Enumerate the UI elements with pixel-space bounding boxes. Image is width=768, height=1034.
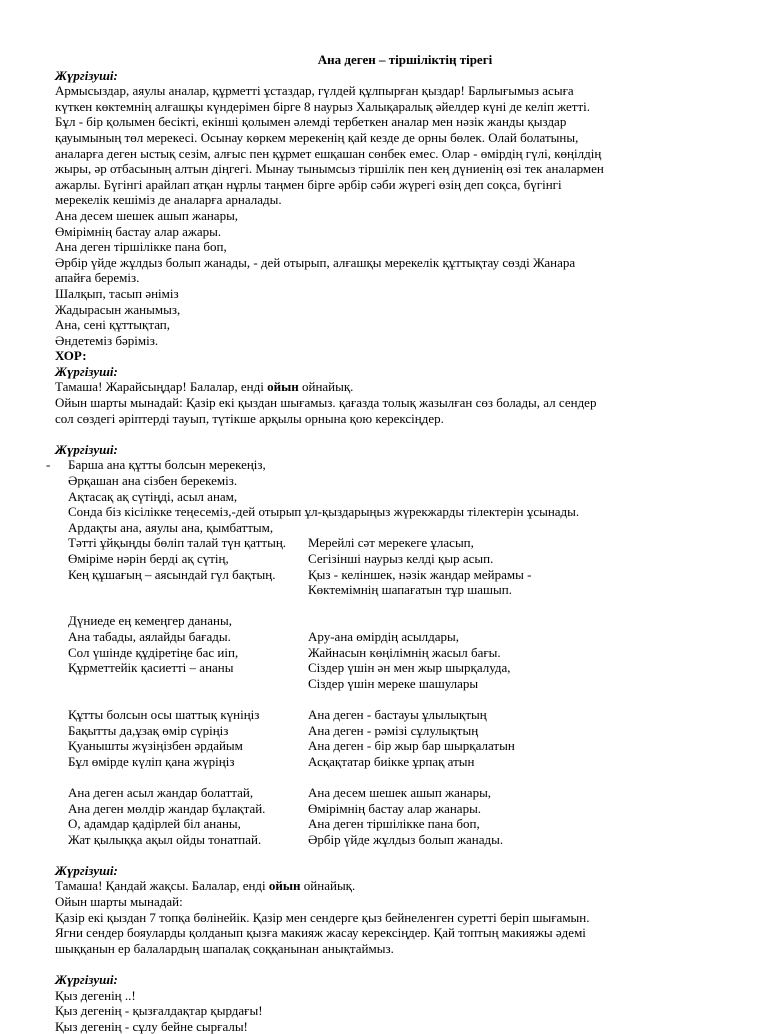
- game-rules: [55, 395, 715, 426]
- text-line: Ана, сені құттықтап,: [55, 317, 171, 333]
- poem-line-left: Өміріме нәрін берді ақ сүтің,: [68, 551, 229, 566]
- text-line: жыры, әр отбасының алтын діңгегі. Мынау тынымсыз тіршілік пен кең дүниенің өзі тек аналармен: [55, 161, 604, 177]
- poem-line-right: Сегізінші наурыз келді қыр асып.: [308, 551, 494, 566]
- poem-line-right: Көктемімнің шапағатын тұр шашып.: [308, 582, 512, 598]
- game-word: ойын: [267, 379, 299, 395]
- poem-row: [68, 723, 715, 739]
- poem-line-right: Жайнасын көңілімнің жасыл бағы.: [308, 644, 501, 660]
- text-line: Әндетеміз бәріміз.: [55, 332, 159, 348]
- text-line: шыққанын ер балалардың шапалақ соққанынан анықтаймыз.: [55, 940, 394, 956]
- poem-line-left: Ана деген мөлдір жандар бұлақтай.: [68, 800, 266, 816]
- choir-label: ХОР:: [55, 348, 87, 364]
- poem-row: [68, 582, 715, 598]
- text-line: Барша ана құтты болсын мерекеңіз,: [68, 457, 266, 473]
- poem-line-left: Сол үшінде құдіретіңе бас иіп,: [68, 644, 239, 660]
- poem-stanza: [68, 707, 715, 769]
- text-line: Жадырасын жанымыз,: [55, 301, 181, 317]
- document-title: Ана деген – тіршіліктің тірегі: [317, 52, 493, 67]
- poem-line-left: [68, 582, 308, 598]
- host-label: Жүргізуші:: [55, 363, 118, 379]
- text-line: мерекелік кешіміз де аналарға арналады.: [55, 192, 282, 208]
- poem-stanza: [68, 785, 715, 847]
- text-line: Қыз дегенің ..!: [55, 987, 136, 1003]
- poem-line-right: Ана десем шешек ашып жанары,: [308, 784, 492, 800]
- game-word: ойын: [268, 878, 301, 894]
- poem-row: [68, 676, 715, 692]
- text-line: Өмірімнің бастау алар ажары.: [55, 223, 222, 239]
- game-announcement: [55, 878, 715, 894]
- poem-line-right: Сіздер үшін мереке шашулары: [308, 675, 479, 691]
- text-line: Әрбір үйде жұлдыз болып жанады, - дей отырып, алғашқы мерекелік құттықтау сөзді Жанара: [55, 254, 576, 270]
- text-line: Ойын шарты мынадай: Қазір екі қыздан шығамыз. қағазда толық жазылған сөз болады, ал сендер: [55, 395, 597, 411]
- text-line: Ана десем шешек ашып жанары,: [55, 207, 239, 223]
- poem-line-left: Бақытты да,ұзақ өмір сүріңіз: [68, 722, 229, 738]
- text-line: Шалқып, тасып әніміз: [55, 285, 179, 301]
- document-page: [46, 52, 715, 1034]
- poem-line-left: Құрметтейік қасиетті – ананы: [68, 660, 234, 676]
- poem-line-right: Әрбір үйде жұлдыз болып жанады.: [308, 831, 504, 847]
- poem-row: [68, 785, 715, 801]
- poem-row: [68, 613, 715, 629]
- poem-row: [68, 816, 715, 832]
- poem-row: [68, 738, 715, 754]
- poem-row: [68, 645, 715, 661]
- text-line: күткен көктемнің алғашқы күндерімен бірге 8 наурыз Халықаралық әйелдер күні де келіп жетті.: [55, 98, 590, 114]
- poem-row: [68, 660, 715, 676]
- poem-row: [68, 832, 715, 848]
- poem-row: [68, 551, 715, 567]
- outro-section: [55, 988, 715, 1034]
- game-rules: [55, 894, 715, 956]
- text-line: апайға береміз.: [55, 270, 140, 286]
- text-line: сол сөздегі әріптерді тауып, түтікше арқылы орнына қою керексіңдер.: [55, 410, 444, 426]
- poem-row: [68, 754, 715, 770]
- poem-row: [68, 535, 715, 551]
- text-line: Қыз дегенің - қызғалдақтар қырдағы!: [55, 1003, 263, 1019]
- text-line: Бұл - бір қолымен бесікті, екінші қолымен әлемді тербеткен аналар мен нәзік жанды қыздар: [55, 114, 567, 130]
- poem-stanza: [68, 535, 715, 597]
- poem-stanza: [68, 613, 715, 691]
- host-label: Жүргізуші:: [55, 441, 118, 457]
- poem-line-right: Асқақтатар биікке ұрпақ атын: [308, 753, 475, 769]
- poem-line-right: [308, 613, 311, 629]
- poem-line-left: О, адамдар қадірлей біл ананы,: [68, 816, 241, 832]
- poem-line-right: Ана деген тіршілікке пана боп,: [308, 816, 480, 832]
- text-line: Ардақты ана, аяулы ана, қымбаттым,: [68, 519, 274, 535]
- poem-row: [68, 629, 715, 645]
- text-line: Ақтасақ ақ сүтіңді, асыл анам,: [68, 488, 238, 504]
- poem-row: [68, 567, 715, 583]
- game-text: ойнайық.: [300, 878, 356, 894]
- poem-row: [68, 801, 715, 817]
- poem-line-left: Ана табады, аялайды бағады.: [68, 628, 231, 644]
- host-label: Жүргізуші:: [55, 862, 118, 878]
- poem-line-right: Ару-ана өмірдің асылдары,: [308, 628, 460, 644]
- poem-line-left: [68, 676, 308, 692]
- text-line: Армысыздар, аяулы аналар, құрметті ұстаздар, гүлдей құлпырған қыздар! Барлығымыз асыға: [55, 83, 574, 99]
- poem-line-left: Тәтті ұйқыңды бөліп талай түн қаттың.: [68, 535, 287, 551]
- list-dash: -: [46, 457, 51, 473]
- poem-line-right: Сіздер үшін ән мен жыр шырқалуда,: [308, 660, 511, 676]
- poem-line-left: Ана деген асыл жандар болаттай,: [68, 784, 254, 800]
- poem-line-right: Өмірімнің бастау алар жанары.: [308, 800, 482, 816]
- poem-line-left: Дүниеде ең кемеңгер дананы,: [68, 613, 232, 629]
- host-label: Жүргізуші:: [55, 67, 118, 83]
- poem-line-left: Құтты болсын осы шаттық күніңіз: [68, 706, 260, 722]
- text-line: ажарлы. Бүгінгі арайлап атқан нұрлы таңмен бірге әрбір сәби жүрегі өзің деп соқса, бүгінгі: [55, 176, 562, 192]
- text-line: аналарға деген ыстық сезім, алғыс пен құрмет ешқашан сөнбек емес. Олар - өмірдің гүлі, көңілдің: [55, 145, 602, 161]
- poem-line-right: Ана деген - рәмізі сұлулықтың: [308, 722, 479, 738]
- text-line: Қазір екі қыздан 7 топқа бөлінейік. Қазір мен сендерге қыз бейнеленген суретті беріп шығамын.: [55, 909, 590, 925]
- game-text: Тамаша! Жарайсыңдар! Балалар, енді: [55, 379, 268, 395]
- intro-section: [55, 83, 715, 348]
- poem-line-left: Кең құшағың – аясындай гүл бақтың.: [68, 566, 276, 582]
- poem-row: [68, 707, 715, 723]
- poem-intro-lines: [68, 457, 715, 535]
- text-line: Ягни сендер бояуларды қолданып қызға макияж жасау керексіңдер. Қай топтың макияжы әдемі: [55, 925, 586, 941]
- poem-line-left: Қуанышты жүзіңізбен әрдайым: [68, 738, 243, 754]
- text-line: Ана деген тіршілікке пана боп,: [55, 239, 227, 255]
- text-line: Сонда біз кісілікке теңесеміз,-дей отырып ұл-қыздарыңыз жүрекжарды тілектерін ұсынады.: [68, 504, 580, 520]
- poem-line-right: Ана деген - бастауы ұлылықтың: [308, 706, 487, 722]
- poem-line-left: Жат қылыққа ақыл ойды тонатпай.: [68, 831, 262, 847]
- poem-section: [46, 457, 715, 847]
- poem-line-right: Қыз - келіншек, нәзік жандар мейрамы -: [308, 566, 532, 582]
- game-text: Тамаша! Қандай жақсы. Балалар, енді: [55, 878, 269, 894]
- poem-line-right: Мерейлі сәт мерекеге ұласып,: [308, 535, 474, 551]
- game-text: ойнайық.: [298, 379, 354, 395]
- game-announcement: [55, 379, 715, 395]
- text-line: Әрқашан ана сізбен берекеміз.: [68, 473, 238, 489]
- poem-line-left: Бұл өмірде күліп қана жүріңіз: [68, 753, 235, 769]
- text-line: Қыз дегенің - сұлу бейне сырғалы!: [55, 1018, 248, 1034]
- poem-line-right: Ана деген - бір жыр бар шырқалатын: [308, 738, 515, 754]
- text-line: Ойын шарты мынадай:: [55, 894, 183, 910]
- host-label: Жүргізуші:: [55, 972, 118, 988]
- text-line: қауымының төл мерекесі. Осынау көркем мерекенің қай кезде де орны бөлек. Олай болатыны,: [55, 129, 579, 145]
